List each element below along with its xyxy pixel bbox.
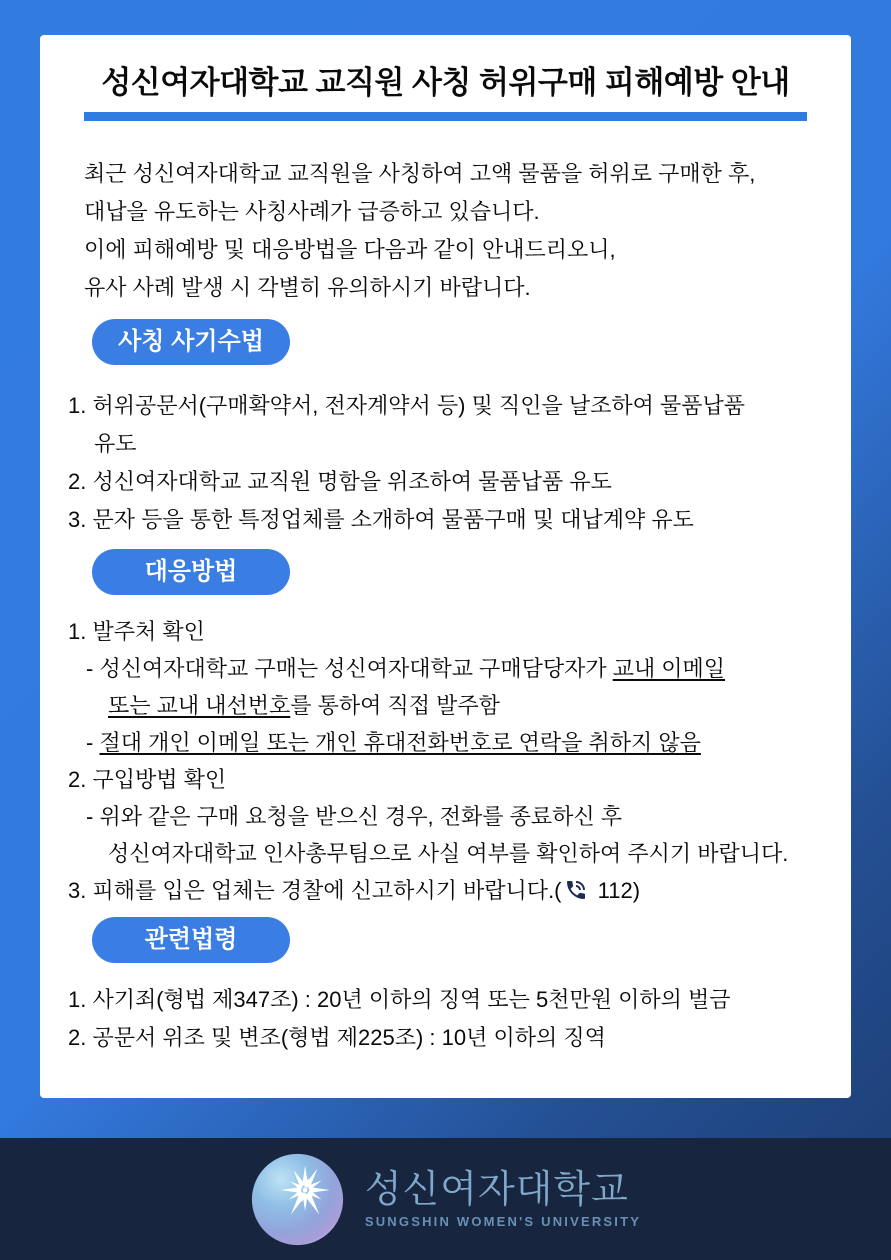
underlined-text: 교내 이메일 <box>612 656 726 681</box>
list-item-text: 112) <box>591 878 641 903</box>
list-item: 3. 문자 등을 통한 특정업체를 소개하여 물품구매 및 대납계약 유도 <box>68 507 694 532</box>
list-item-text: - 성신여자대학교 구매는 성신여자대학교 구매담당자가 <box>86 656 613 681</box>
page-title: 성신여자대학교 교직원 사칭 허위구매 피해예방 안내 <box>101 65 790 100</box>
list-item-continuation: 유도 <box>94 431 137 456</box>
intro-line: 유사 사례 발생 시 각별히 유의하시기 바랍니다. <box>84 275 531 300</box>
list-item: 2. 성신여자대학교 교직원 명함을 위조하여 물품납품 유도 <box>68 469 612 494</box>
university-name-korean: 성신여자대학교 <box>364 1168 629 1211</box>
list-subitem <box>68 798 823 835</box>
list-item-text: 를 통하여 직접 발주함 <box>290 693 500 718</box>
list-item-text: 2. 구입방법 확인 <box>68 767 227 792</box>
list-item-text: 3. 피해를 입은 업체는 경찰에 신고하시기 바랍니다.( <box>68 878 562 903</box>
university-name-block <box>365 1170 641 1229</box>
list-item <box>68 872 823 909</box>
list-item-text: - <box>86 730 100 755</box>
university-logo-icon <box>250 1152 345 1247</box>
section-badge-response-methods: 대응방법 <box>92 549 290 595</box>
list-item <box>68 613 823 650</box>
list-subitem <box>68 724 823 761</box>
list-subitem-continuation <box>68 687 823 724</box>
phone-icon <box>564 878 588 902</box>
title-underline <box>84 112 807 121</box>
list-subitem <box>68 650 823 687</box>
section-badge-related-laws: 관련법령 <box>92 917 290 963</box>
list-item: 2. 공문서 위조 및 변조(형법 제225조) : 10년 이하의 징역 <box>68 1025 606 1050</box>
list-item: 1. 허위공문서(구매확약서, 전자계약서 등) 및 직인을 날조하여 물품납품 <box>68 393 745 418</box>
response-methods-list <box>68 613 823 909</box>
list-item: 1. 사기죄(형법 제347조) : 20년 이하의 징역 또는 5천만원 이하의 벌금 <box>68 987 731 1012</box>
list-item-text: 1. 발주처 확인 <box>68 619 205 644</box>
university-name-english: SUNGSHIN WOMEN'S UNIVERSITY <box>364 1213 642 1229</box>
list-item <box>68 761 823 798</box>
list-item-text: - 위와 같은 구매 요청을 받으신 경우, 전화를 종료하신 후 <box>86 804 622 829</box>
intro-line: 최근 성신여자대학교 교직원을 사칭하여 고액 물품을 허위로 구매한 후, <box>84 161 756 186</box>
list-item-text: 성신여자대학교 인사총무팀으로 사실 여부를 확인하여 주시기 바랍니다. <box>108 841 789 866</box>
underlined-text: 또는 교내 내선번호 <box>108 693 291 718</box>
related-laws-list <box>68 981 823 1057</box>
intro-line: 이에 피해예방 및 대응방법을 다음과 같이 안내드리오니, <box>84 237 616 262</box>
intro-paragraph <box>84 155 823 307</box>
intro-line: 대납을 유도하는 사칭사례가 급증하고 있습니다. <box>84 199 540 224</box>
footer <box>0 1138 891 1260</box>
notice-card <box>40 35 851 1098</box>
underlined-text: 절대 개인 이메일 또는 개인 휴대전화번호로 연락을 취하지 않음 <box>99 730 701 755</box>
list-subitem-continuation <box>68 835 823 872</box>
section-badge-fraud-methods: 사칭 사기수법 <box>92 319 290 365</box>
fraud-methods-list <box>68 387 823 539</box>
